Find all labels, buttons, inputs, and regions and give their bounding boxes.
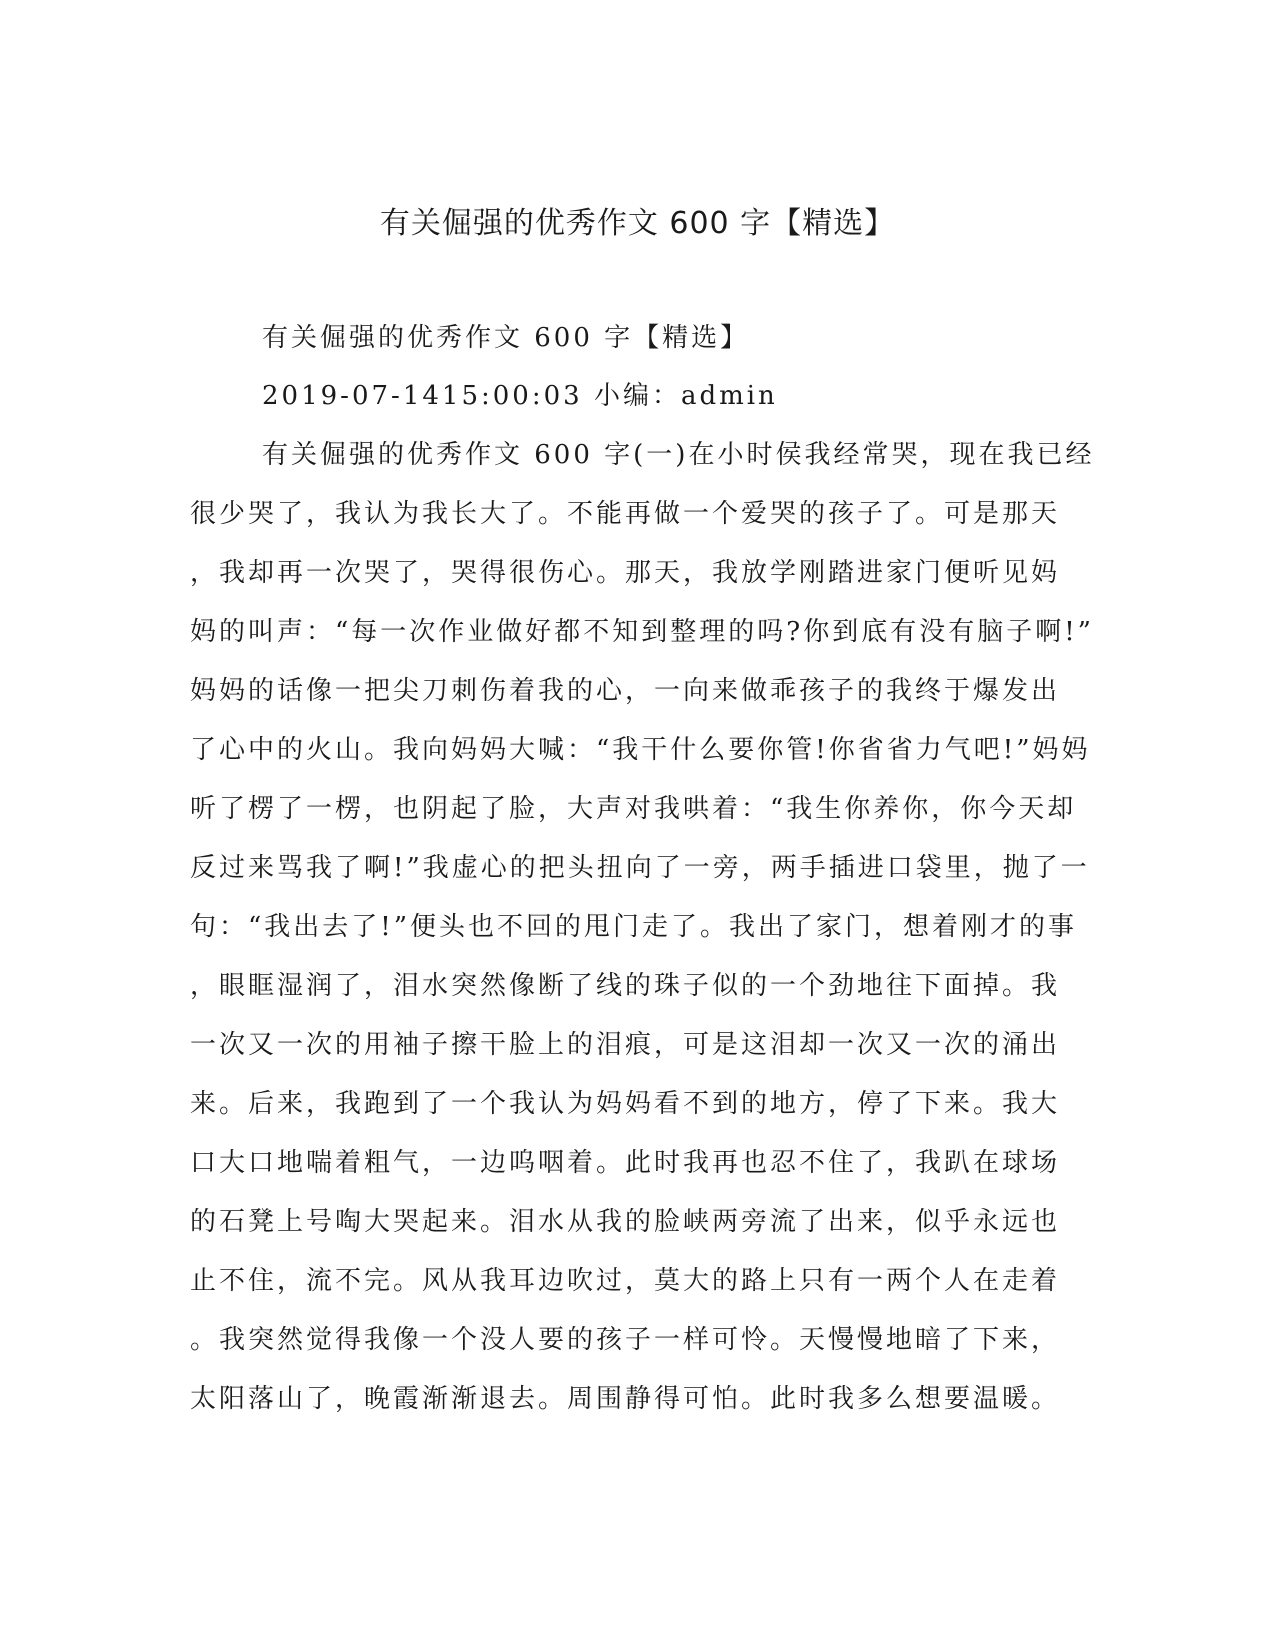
document-title: 有关倔强的优秀作文 600 字【精选】	[379, 206, 896, 241]
body-line: 太阳落山了，晚霞渐渐退去。周围静得可怕。此时我多么想要温暖。	[190, 1384, 1061, 1414]
body-line: 听了楞了一楞，也阴起了脸，大声对我哄着：“我生你养你，你今天却	[190, 794, 1077, 824]
body-line: 了心中的火山。我向妈妈大喊：“我干什么要你管!你省省力气吧!”妈妈	[190, 735, 1091, 765]
article-subtitle: 有关倔强的优秀作文 600 字【精选】	[262, 323, 750, 353]
article-meta: 2019-07-1415:00:03 小编：admin	[262, 381, 778, 411]
body-line: ，我却再一次哭了，哭得很伤心。那天，我放学刚踏进家门便听见妈	[190, 558, 1061, 588]
body-line: 很少哭了，我认为我长大了。不能再做一个爱哭的孩子了。可是那天	[190, 499, 1061, 529]
body-line: 。我突然觉得我像一个没人要的孩子一样可怜。天慢慢地暗了下来，	[190, 1325, 1061, 1355]
body-line: 有关倔强的优秀作文 600 字(一)在小时侯我经常哭，现在我已经	[262, 440, 1095, 470]
body-line: 止不住，流不完。风从我耳边吹过，莫大的路上只有一两个人在走着	[190, 1266, 1061, 1296]
body-line: 句：“我出去了!”便头也不回的甩门走了。我出了家门，想着刚才的事	[190, 912, 1078, 942]
body-line: 来。后来，我跑到了一个我认为妈妈看不到的地方，停了下来。我大	[190, 1089, 1061, 1119]
body-line: 妈妈的话像一把尖刀刺伤着我的心，一向来做乖孩子的我终于爆发出	[190, 676, 1061, 706]
body-line: 反过来骂我了啊!”我虚心的把头扭向了一旁，两手插进口袋里，抛了一	[190, 853, 1090, 883]
body-line: 一次又一次的用袖子擦干脸上的泪痕，可是这泪却一次又一次的涌出	[190, 1030, 1061, 1060]
body-line: 妈的叫声：“每一次作业做好都不知到整理的吗?你到底有没有脑子啊!”	[190, 617, 1094, 647]
body-line: 的石凳上号啕大哭起来。泪水从我的脸峡两旁流了出来，似乎永远也	[190, 1207, 1061, 1237]
body-line: 口大口地喘着粗气，一边呜咽着。此时我再也忍不住了，我趴在球场	[190, 1148, 1061, 1178]
body-line: ，眼眶湿润了，泪水突然像断了线的珠子似的一个劲地往下面掉。我	[190, 971, 1061, 1001]
